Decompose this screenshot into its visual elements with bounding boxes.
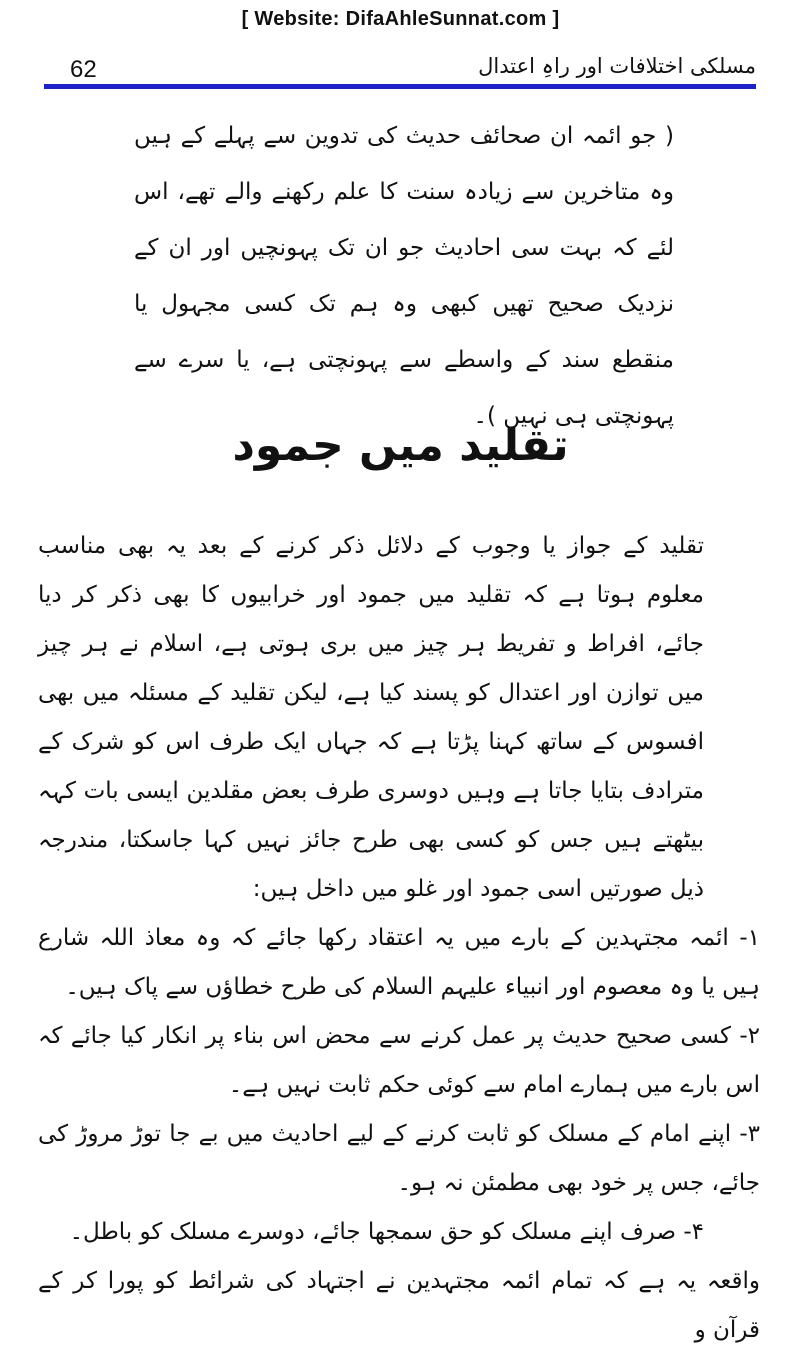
closing-paragraph: واقعہ یہ ہے کہ تمام ائمہ مجتہدین نے اجتہاد کی شرائط کو پورا کر کے قرآن و: [38, 1268, 760, 1343]
list-item-1: ۱- ائمہ مجتہدین کے بارے میں یہ اعتقاد رکھا جائے کہ وہ معاذ اللہ شارع ہیں یا وہ معصوم اور انبیاء علیہم السلام کی طرح خطاؤں سے پاک ہیں۔: [38, 925, 760, 1000]
website-banner: [ Website: DifaAhleSunnat.com ]: [241, 8, 560, 30]
list-item-2: ۲- کسی صحیح حدیث پر عمل کرنے سے محض اس بناء پر انکار کیا جائے کہ اس بارے میں ہمارے امام سے کوئی حکم ثابت نہیں ہے۔: [38, 1023, 760, 1098]
quoted-passage: ( جو ائمہ ان صحائف حدیث کی تدوین سے پہلے کے ہیں وہ متاخرین سے زیادہ سنت کا علم رکھنے والے تھے، اس لئے کہ بہت سی احادیث جو ان تک پہونچیں اور ان کے نزدیک صحیح تھیں کبھی وہ ہم تک کسی مجہول یا منقطع سند کے واسطے سے پہونچتی ہے، یا سرے سے پہونچتی ہی نہیں )۔: [134, 123, 674, 429]
book-title: مسلکی اختلافات اور راہِ اعتدال: [478, 54, 756, 78]
list-item-4: ۴- صرف اپنے مسلک کو حق سمجھا جائے، دوسرے مسلک کو باطل۔: [69, 1219, 704, 1245]
intro-paragraph: تقلید کے جواز یا وجوب کے دلائل ذکر کرنے کے بعد یہ بھی مناسب معلوم ہوتا ہے کہ تقلید میں جمود اور خرابیوں کا بھی ذکر کر دیا جائے، افراط و تفریط ہر چیز میں بری ہوتی ہے، اسلام نے ہر چیز میں توازن اور اعتدال کو پسند کیا ہے، لیکن تقلید کے مسئلہ میں بھی افسوس کے ساتھ کہنا پڑتا ہے کہ جہاں ایک طرف اس کو شرک کے مترادف بتایا جاتا ہے وہیں دوسری طرف بعض مقلدین ایسی بات کہہ بیٹھتے ہیں جس کو کسی بھی طرح جائز نہیں کہا جاسکتا، مندرجہ ذیل صورتیں اسی جمود اور غلو میں داخل ہیں:: [38, 533, 704, 902]
header-divider: [44, 84, 756, 89]
page-number: 62: [70, 56, 97, 83]
chapter-heading: تقلید میں جمود: [232, 420, 569, 471]
running-head: [44, 52, 756, 86]
body-text: [38, 522, 760, 1355]
list-item-3: ۳- اپنے امام کے مسلک کو ثابت کرنے کے لیے احادیث میں بے جا توڑ مروڑ کی جائے، جس پر خود بھی مطمئن نہ ہو۔: [38, 1121, 760, 1196]
